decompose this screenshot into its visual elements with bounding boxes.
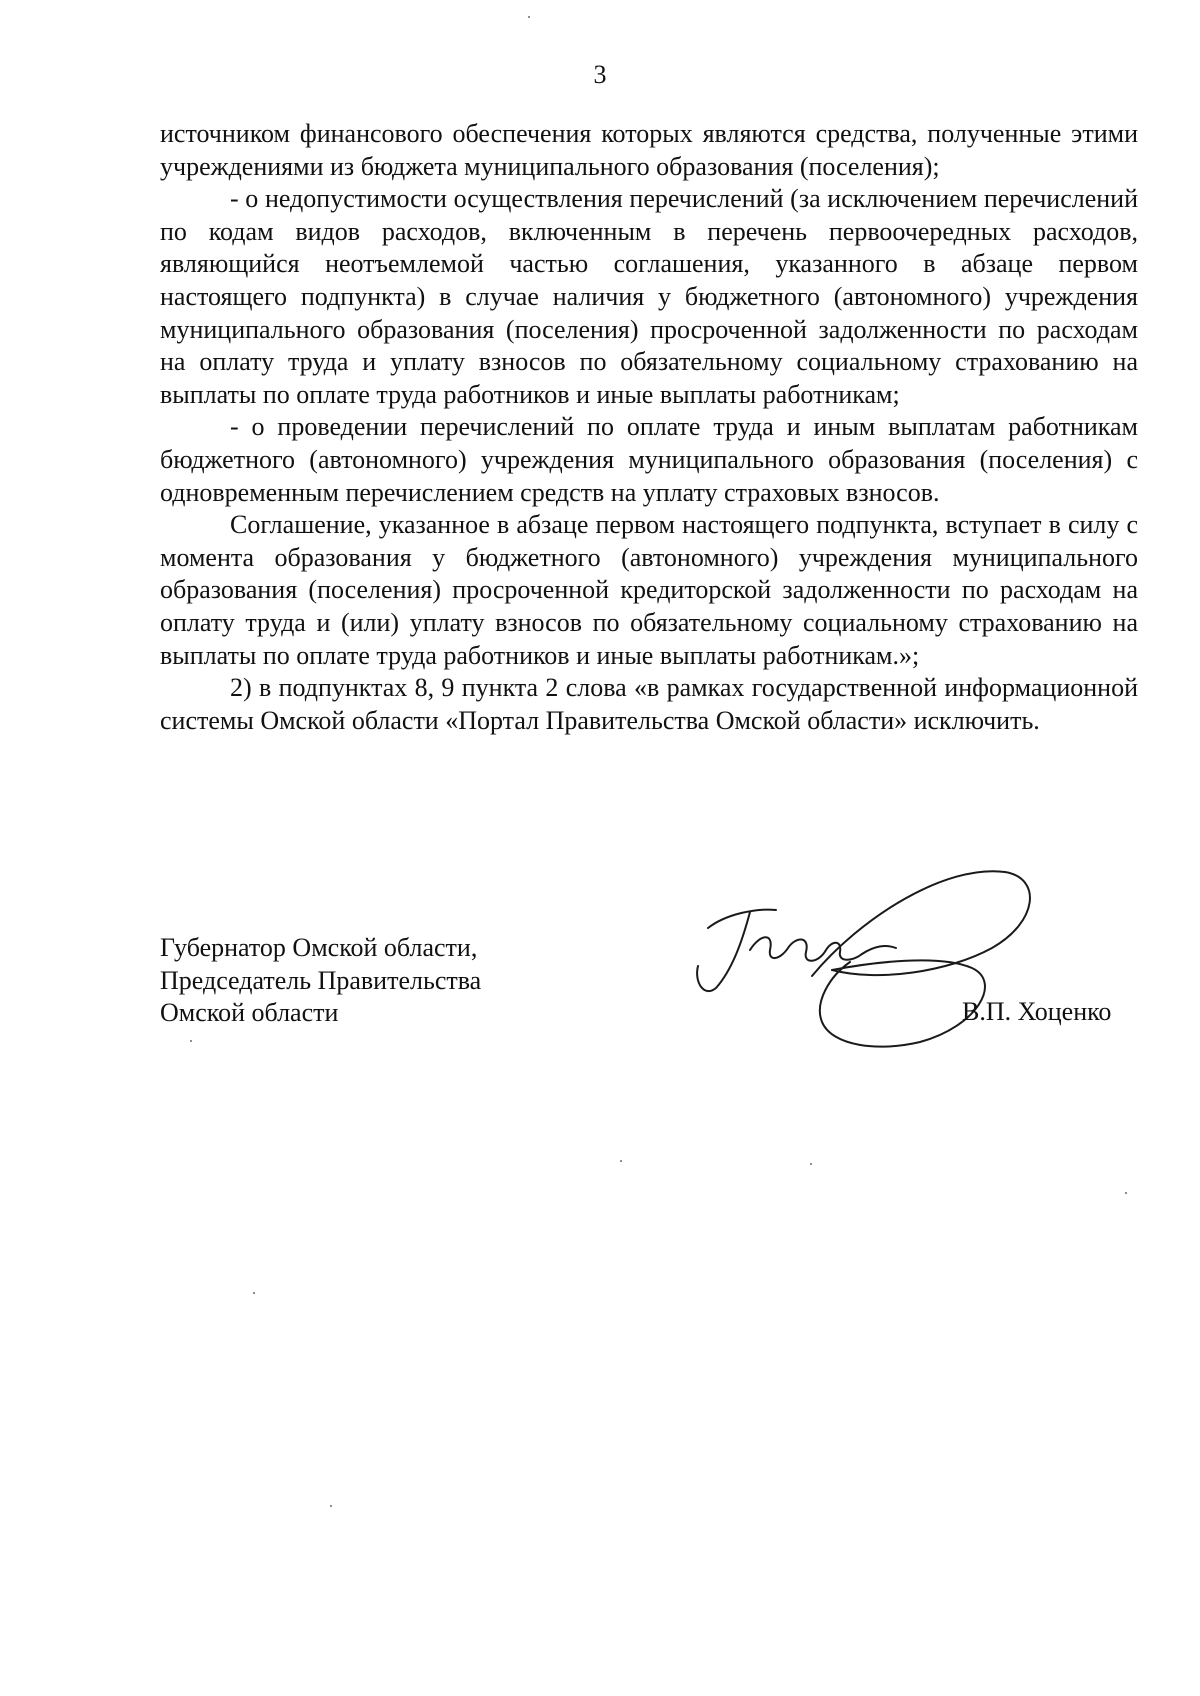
scan-speck (253, 1292, 255, 1294)
document-body (160, 118, 1138, 737)
signatory-title (160, 932, 481, 1030)
page-number: 3 (593, 60, 607, 89)
scan-speck (620, 1160, 622, 1162)
paragraph-4: Соглашение, указанное в абзаце первом настоящего подпункта, вступает в силу с момента образования у бюджетного (автономного) учреждения муниципального образования (поселения) просроченной кредиторской задолженности по расходам на оплату труда и (или) уплату взносов по обязательному социальному страхованию на выплаты по оплате труда работников и иные выплаты работникам.»; (160, 510, 1138, 670)
paragraph-5: 2) в подпунктах 8, 9 пункта 2 слова «в рамках государственной информационной системы Омской области «Портал Правительства Омской области» исключить. (160, 673, 1138, 735)
signatory-title-line-1: Губернатор Омской области, (160, 933, 478, 962)
scan-speck (330, 1505, 332, 1507)
paragraph-3: - о проведении перечислений по оплате труда и иным выплатам работникам бюджетного (автономного) учреждения муниципального образования (поселения) с одновременным перечислением средств на уплату страховых взносов. (160, 412, 1138, 507)
paragraph-2: - о недопустимости осуществления перечислений (за исключением перечислений по кодам видов расходов, включенным в перечень первоочередных расходов, являющийся неотъемлемой частью соглашения, указанного в абзаце первом настоящего подпункта) в случае наличия у бюджетного (автономного) учреждения муниципального образования (поселения) просроченной задолженности по расходам на оплату труда и уплату взносов по обязательному социальному страхованию на выплаты по оплате труда работников и иные выплаты работникам; (160, 184, 1138, 409)
scan-speck (528, 16, 530, 18)
signatory-title-line-2: Председатель Правительства (160, 965, 482, 995)
paragraph-1: источником финансового обеспечения которых являются средства, полученные этими учреждениями из бюджета муниципального образования (поселения); (160, 119, 1138, 181)
scan-speck (190, 1040, 192, 1042)
scan-speck (1125, 1192, 1127, 1194)
scan-speck (810, 1163, 812, 1165)
signatory-name: В.П. Хоценко (962, 997, 1112, 1026)
signatory-title-line-3: Омской области (160, 998, 339, 1028)
